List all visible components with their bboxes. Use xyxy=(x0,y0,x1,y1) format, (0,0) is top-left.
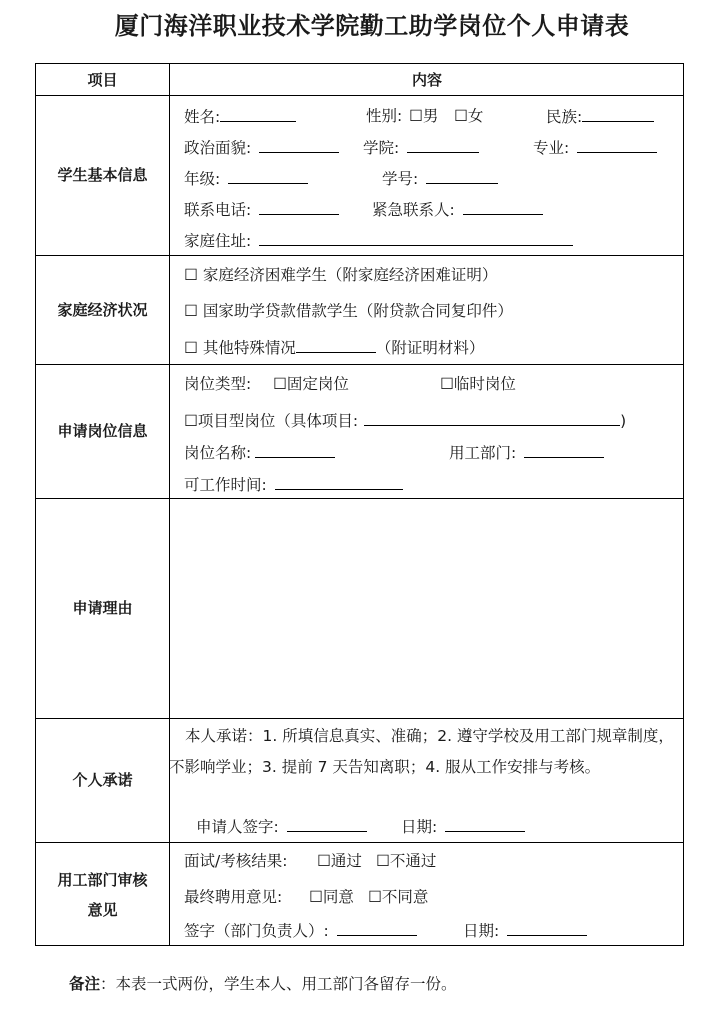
header-item: 项目 xyxy=(87,71,118,89)
project-blank[interactable] xyxy=(364,410,620,426)
dept-signature-field[interactable]: 签字（部门负责人）: xyxy=(184,920,417,941)
gender-female-checkbox[interactable]: ☐女 xyxy=(454,107,484,125)
interview-pass-checkbox[interactable]: ☐通过 xyxy=(317,852,362,870)
application-form-table xyxy=(35,63,684,946)
family-option-loan-checkbox[interactable]: ☐ 国家助学贷款借款学生（附贷款合同复印件） xyxy=(184,302,513,320)
ethnic-blank[interactable] xyxy=(582,106,654,122)
gender-field: 性别: xyxy=(366,107,403,125)
hiring-disagree-checkbox[interactable]: ☐不同意 xyxy=(368,888,429,906)
project-position-checkbox[interactable]: ☐项目型岗位（具体项目: ) xyxy=(184,412,627,430)
department-field[interactable]: 用工部门: xyxy=(449,442,604,463)
name-blank[interactable] xyxy=(220,106,296,122)
dept-date-blank[interactable] xyxy=(507,920,587,936)
hiring-agree-checkbox[interactable]: ☐同意 xyxy=(309,888,354,906)
phone-field[interactable]: 联系电话: xyxy=(184,199,339,220)
position-name-blank[interactable] xyxy=(255,442,335,458)
section-label-reason: 申请理由 xyxy=(72,599,133,617)
available-time-field[interactable]: 可工作时间: xyxy=(184,474,403,495)
emergency-contact-field[interactable]: 紧急联系人: xyxy=(372,199,543,220)
fixed-position-checkbox[interactable]: ☐固定岗位 xyxy=(273,375,349,393)
political-status-field[interactable]: 政治面貌: xyxy=(184,137,339,158)
section-label-position-info: 申请岗位信息 xyxy=(57,422,148,440)
applicant-date-blank[interactable] xyxy=(445,816,525,832)
temporary-position-checkbox[interactable]: ☐临时岗位 xyxy=(440,375,516,393)
college-blank[interactable] xyxy=(407,137,479,153)
gender-male-checkbox[interactable]: ☐男 xyxy=(409,107,439,125)
position-name-field[interactable]: 岗位名称: xyxy=(184,442,335,463)
dept-date-field[interactable]: 日期: xyxy=(463,920,587,941)
address-blank[interactable] xyxy=(259,230,573,246)
major-blank[interactable] xyxy=(577,137,657,153)
applicant-date-field[interactable]: 日期: xyxy=(401,816,525,837)
form-title: 厦门海洋职业技术学院勤工助学岗位个人申请表 xyxy=(114,12,630,40)
major-field[interactable]: 专业: xyxy=(533,137,657,158)
available-time-blank[interactable] xyxy=(275,474,403,490)
emergency-blank[interactable] xyxy=(463,199,543,215)
dept-signature-blank[interactable] xyxy=(337,920,417,936)
final-hiring-label: 最终聘用意见: xyxy=(184,888,283,906)
family-option-hardship-checkbox[interactable]: ☐ 家庭经济困难学生（附家庭经济困难证明） xyxy=(184,266,498,284)
section-label-family-economic: 家庭经济状况 xyxy=(57,300,148,319)
header-content: 内容 xyxy=(411,71,442,89)
student-number-blank[interactable] xyxy=(426,168,498,184)
political-blank[interactable] xyxy=(259,137,339,153)
interview-fail-checkbox[interactable]: ☐不通过 xyxy=(376,852,437,870)
name-field[interactable]: 姓名: xyxy=(184,106,296,127)
grade-field[interactable]: 年级: xyxy=(184,168,308,189)
college-field[interactable]: 学院: xyxy=(363,137,479,158)
department-blank[interactable] xyxy=(524,442,604,458)
student-number-field[interactable]: 学号: xyxy=(382,168,498,189)
applicant-signature-field[interactable]: 申请人签字: xyxy=(196,816,367,837)
other-blank[interactable] xyxy=(296,337,376,353)
position-type-label: 岗位类型: xyxy=(184,375,252,393)
pledge-text: 本人承诺：1. 所填信息真实、准确；2. 遵守学校及用工部门规章制度，不影响学业；3. 提前 7 天告知离职；4. 服从工作安排与考核。 xyxy=(169,727,674,776)
ethnic-field[interactable]: 民族: xyxy=(546,106,654,127)
family-option-other-checkbox[interactable]: ☐ 其他特殊情况 （附证明材料） xyxy=(184,339,485,357)
section-label-basic-info: 学生基本信息 xyxy=(57,166,148,184)
interview-result-label: 面试/考核结果: xyxy=(184,852,288,870)
address-field[interactable]: 家庭住址: xyxy=(184,230,573,251)
footnote: 备注：本表一式两份，学生本人、用工部门各留存一份。 xyxy=(69,975,457,993)
reason-text-area[interactable] xyxy=(170,499,685,718)
section-label-pledge: 个人承诺 xyxy=(72,771,133,789)
phone-blank[interactable] xyxy=(259,199,339,215)
section-label-dept-review: 用工部门审核意见 xyxy=(57,870,148,919)
applicant-signature-blank[interactable] xyxy=(287,816,367,832)
grade-blank[interactable] xyxy=(228,168,308,184)
